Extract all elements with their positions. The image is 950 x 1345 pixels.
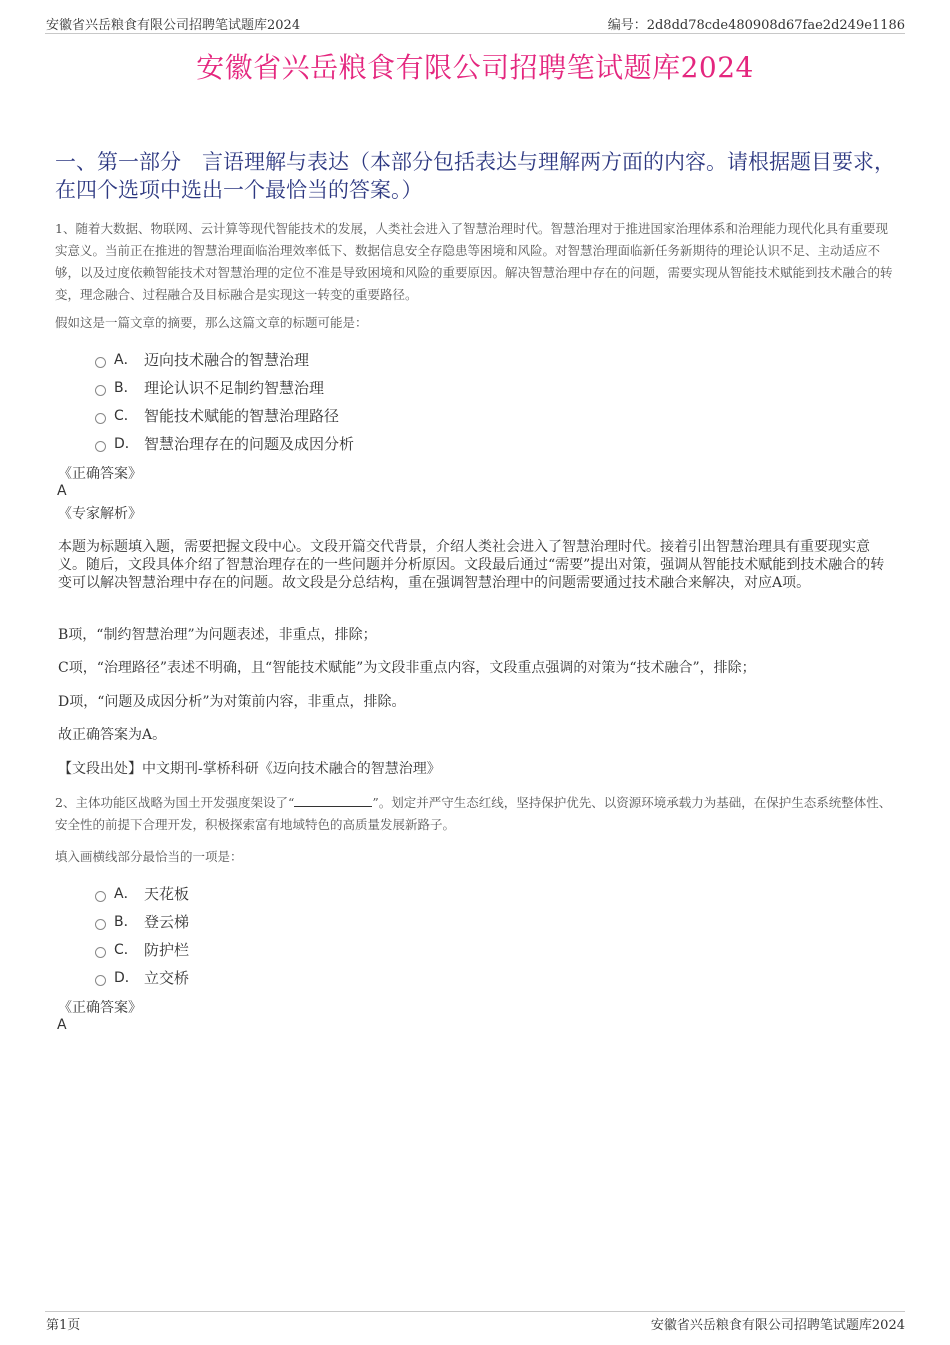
fill-blank <box>294 794 372 807</box>
header-divider <box>45 33 905 34</box>
q2-answer-label: 《正确答案》 <box>58 1000 142 1016</box>
q1-analysis-c: C项，“治理路径”表述不明确，且“智能技术赋能”为文段非重点内容，文段重点强调的对策为“技术融合”，排除； <box>58 660 756 676</box>
q1-stem: 1、随着大数据、物联网、云计算等现代智能技术的发展，人类社会进入了智慧治理时代。智慧治理对于推进国家治理体系和治理能力现代化具有重要现实意义。当前正在推进的智慧治理面临治理效率低下、数据信息安全存隐患等困境和风险。对智慧治理面临新任务新期待的理论认识不足、主动适应不够，以及过度依赖智能技术对智慧治理的定位不准是导致困境和风险的重要原因。解决智慧治理中存在的问题，需要实现从智能技术赋能到技术融合的转变，理念融合、过程融合及目标融合是实现这一转变的重要路径。 <box>55 221 893 302</box>
q2-prompt: 填入画横线部分最恰当的一项是： <box>55 849 243 864</box>
q1-analysis-label: 《专家解析》 <box>58 506 142 522</box>
q2-option-c[interactable]: C． 防护栏 <box>95 935 189 963</box>
radio-icon[interactable] <box>95 413 106 424</box>
header-left: 安徽省兴岳粮食有限公司招聘笔试题库2024 <box>46 18 301 33</box>
q1-option-a[interactable]: A． 迈向技术融合的智慧治理 <box>95 345 354 373</box>
document-title: 安徽省兴岳粮食有限公司招聘笔试题库2024 <box>196 51 754 84</box>
q2-options <box>95 879 189 991</box>
radio-icon[interactable] <box>95 441 106 452</box>
q1-option-b[interactable]: B． 理论认识不足制约智慧治理 <box>95 373 354 401</box>
q1-conclusion: 故正确答案为A。 <box>58 727 167 743</box>
q2-option-a[interactable]: A． 天花板 <box>95 879 189 907</box>
q1-source: 【文段出处】中文期刊-掌桥科研《迈向技术融合的智慧治理》 <box>58 761 441 777</box>
footer-divider <box>45 1311 905 1312</box>
radio-icon[interactable] <box>95 975 106 986</box>
q1-answer: A <box>57 483 67 499</box>
q2-stem: 2、主体功能区战略为国土开发强度架设了“ ”。划定并严守生态红线，坚持保护优先、以资源环境承载力为基础，在保护生态系统整体性、安全性的前提下合理开发，积极探索富有地域特色的高质量发展新路子。 <box>55 795 892 832</box>
header-serial: 编号：2d8dd78cde480908d67fae2d249e1186 <box>607 18 905 33</box>
q1-analysis-main: 本题为标题填入题，需要把握文段中心。文段开篇交代背景，介绍人类社会进入了智慧治理时代。接着引出智慧治理具有重要现实意义。随后，文段具体介绍了智慧治理存在的一些问题并分析原因。文段最后通过“需要”提出对策，强调从智能技术赋能到技术融合的转变可以解决智慧治理中存在的问题。故文段是分总结构，重在强调智慧治理中的问题需要通过技术融合来解决，对应A项。 <box>58 539 885 591</box>
q1-option-d[interactable]: D． 智慧治理存在的问题及成因分析 <box>95 429 354 457</box>
q1-answer-label: 《正确答案》 <box>58 466 142 482</box>
section-heading: 一、第一部分 言语理解与表达（本部分包括表达与理解两方面的内容。请根据题目要求，在四个选项中选出一个最恰当的答案。） <box>55 150 895 202</box>
q2-option-d[interactable]: D． 立交桥 <box>95 963 189 991</box>
q1-analysis-d: D项，“问题及成因分析”为对策前内容，非重点，排除。 <box>58 694 406 710</box>
q1-prompt: 假如这是一篇文章的摘要，那么这篇文章的标题可能是： <box>55 315 368 330</box>
radio-icon[interactable] <box>95 357 106 368</box>
footer-title: 安徽省兴岳粮食有限公司招聘笔试题库2024 <box>650 1318 905 1333</box>
radio-icon[interactable] <box>95 947 106 958</box>
q1-option-c[interactable]: C． 智能技术赋能的智慧治理路径 <box>95 401 354 429</box>
radio-icon[interactable] <box>95 919 106 930</box>
radio-icon[interactable] <box>95 891 106 902</box>
q2-answer: A <box>57 1017 67 1033</box>
q1-analysis-b: B项，“制约智慧治理”为问题表述，非重点，排除； <box>58 627 377 643</box>
page-number: 第1页 <box>46 1318 81 1333</box>
q2-option-b[interactable]: B． 登云梯 <box>95 907 189 935</box>
radio-icon[interactable] <box>95 385 106 396</box>
q1-options <box>95 345 354 457</box>
